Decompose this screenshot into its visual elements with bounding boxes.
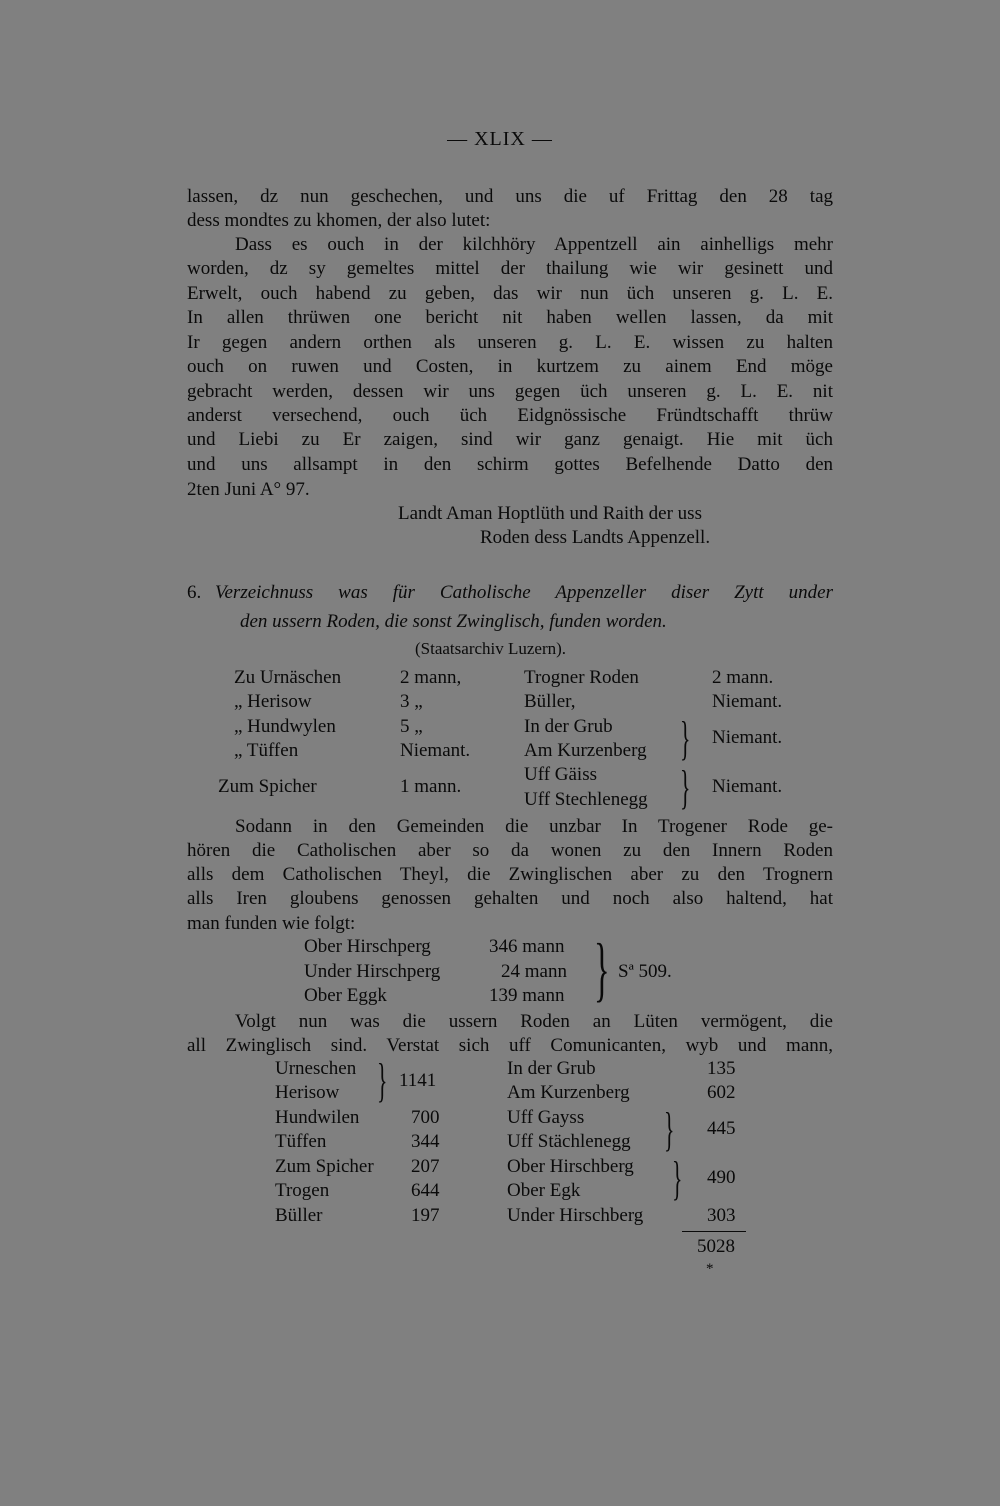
table-cell: Zum Spicher bbox=[218, 776, 317, 797]
page-header: — XLIX — bbox=[447, 128, 553, 150]
table-cell: Trogen bbox=[275, 1180, 330, 1201]
table-cell: 197 bbox=[411, 1205, 440, 1226]
table-cell: „ Hundwylen bbox=[234, 716, 336, 737]
table-cell: Niemant. bbox=[712, 691, 783, 712]
text-line: lassen, dz nun geschechen, und uns die uf Frittag den 28 tag bbox=[187, 186, 833, 207]
table-cell: Uff Stechlenegg bbox=[524, 789, 648, 810]
text-line: gebracht werden, dessen wir uns gegen üch unseren g. L. E. nit bbox=[187, 381, 833, 402]
table-cell: 5 „ bbox=[400, 716, 423, 737]
brace-icon: } bbox=[680, 761, 691, 814]
text-line: Ir gegen andern orthen als unseren g. L. E. wissen zu halten bbox=[187, 332, 833, 353]
table-cell: 1141 bbox=[399, 1070, 437, 1091]
table-cell: 490 bbox=[707, 1167, 736, 1188]
table-cell: Niemant. bbox=[400, 740, 471, 761]
text-line: worden, dz sy gemeltes mittel der thailung wie wir gesinett und bbox=[187, 258, 833, 279]
list-item: Ober Eggk bbox=[304, 985, 387, 1006]
source-note: (Staatsarchiv Luzern). bbox=[415, 639, 567, 658]
text-line: all Zwinglisch sind. Verstat sich uff Comunicanten, wyb und mann, bbox=[187, 1035, 833, 1056]
table-cell: 2 mann, bbox=[400, 667, 462, 688]
total-value: 5028 bbox=[697, 1236, 735, 1257]
list-item: Under Hirschperg bbox=[304, 961, 441, 982]
table-cell: 303 bbox=[707, 1205, 736, 1226]
table-cell: Zum Spicher bbox=[275, 1156, 374, 1177]
table-cell: 602 bbox=[707, 1082, 736, 1103]
list-item: 139 mann bbox=[489, 985, 565, 1006]
table-cell: Trogner Roden bbox=[524, 667, 639, 688]
text-line: In allen thrüwen one bericht nit haben wellen lassen, da mit bbox=[187, 307, 833, 328]
text-line: und uns allsampt in den schirm gottes Befelhende Datto den bbox=[187, 454, 833, 475]
text-line: dess mondtes zu khomen, der also lutet: bbox=[187, 210, 491, 231]
table-cell: Am Kurzenberg bbox=[507, 1082, 630, 1103]
table-cell: Niemant. bbox=[712, 727, 783, 748]
table-cell: In der Grub bbox=[524, 716, 613, 737]
table-cell: Am Kurzenberg bbox=[524, 740, 647, 761]
list-item: 346 mann bbox=[489, 936, 565, 957]
section-title: den ussern Roden, die sonst Zwinglisch, funden worden. bbox=[240, 611, 667, 632]
sum-rule bbox=[682, 1231, 746, 1232]
text-line: 2ten Juni A° 97. bbox=[187, 479, 310, 500]
table-cell: 1 mann. bbox=[400, 776, 462, 797]
table-cell: In der Grub bbox=[507, 1058, 596, 1079]
text-line: Erwelt, ouch habend zu geben, das wir nun üch unseren g. L. E. bbox=[187, 283, 833, 304]
text-line: hören die Catholischen aber so da wonen zu den Innern Roden bbox=[187, 840, 833, 861]
brace-icon: } bbox=[680, 712, 691, 765]
table-cell: 700 bbox=[411, 1107, 440, 1128]
table-cell: 3 „ bbox=[400, 691, 423, 712]
table-cell: Under Hirschberg bbox=[507, 1205, 644, 1226]
table-cell: Büller, bbox=[524, 691, 576, 712]
text-line: Volgt nun was die ussern Roden an Lüten vermögent, die bbox=[235, 1011, 833, 1032]
table-cell: 445 bbox=[707, 1118, 736, 1139]
text-line: ouch on ruwen und Costen, in kurtzem zu ainem End möge bbox=[187, 356, 833, 377]
text-line: alls dem Catholischen Theyl, die Zwinglischen aber zu den Trognern bbox=[187, 864, 833, 885]
table-cell: Uff Gayss bbox=[507, 1107, 585, 1128]
table-cell: Uff Stächlenegg bbox=[507, 1131, 631, 1152]
sum-label: Sª 509. bbox=[618, 961, 672, 982]
table-cell: Ober Egk bbox=[507, 1180, 581, 1201]
table-cell: „ Herisow bbox=[234, 691, 312, 712]
table-cell: Ober Hirschberg bbox=[507, 1156, 634, 1177]
section-number: 6. bbox=[187, 582, 202, 603]
list-item: 24 mann bbox=[501, 961, 567, 982]
signature-line: Landt Aman Hoptlüth und Raith der uss bbox=[398, 503, 702, 524]
brace-icon: } bbox=[377, 1054, 388, 1107]
brace-icon: } bbox=[672, 1152, 683, 1205]
list-item: Ober Hirschperg bbox=[304, 936, 431, 957]
table-cell: 207 bbox=[411, 1156, 440, 1177]
text-line: anderst versechend, ouch üch Eidgnössische Fründtschafft thrüw bbox=[187, 405, 833, 426]
text-line: und Liebi zu Er zaigen, sind wir ganz genaigt. Hie mit üch bbox=[187, 429, 833, 450]
table-cell: „ Tüffen bbox=[234, 740, 299, 761]
table-cell: 344 bbox=[411, 1131, 440, 1152]
text-line: alls Iren gloubens genossen gehalten und noch also haltend, hat bbox=[187, 888, 833, 909]
table-cell: Tüffen bbox=[275, 1131, 327, 1152]
table-cell: 2 mann. bbox=[712, 667, 774, 688]
table-cell: Herisow bbox=[275, 1082, 340, 1103]
section-title: Verzeichnuss was für Catholische Appenzeller diser Zytt under bbox=[215, 582, 833, 603]
table-cell: Niemant. bbox=[712, 776, 783, 797]
table-cell: Urneschen bbox=[275, 1058, 357, 1079]
table-cell: Hundwilen bbox=[275, 1107, 360, 1128]
asterisk-mark: * bbox=[706, 1261, 714, 1277]
signature-line: Roden dess Landts Appenzell. bbox=[480, 527, 711, 548]
text-line: Dass es ouch in der kilchhöry Appentzell ain ainhelligs mehr bbox=[235, 234, 833, 255]
table-cell: Uff Gäiss bbox=[524, 764, 598, 785]
table-cell: 135 bbox=[707, 1058, 736, 1079]
text-line: man funden wie folgt: bbox=[187, 913, 356, 934]
brace-icon: } bbox=[664, 1103, 675, 1156]
table-cell: Zu Urnäschen bbox=[234, 667, 342, 688]
text-line: Sodann in den Gemeinden die unzbar In Trogener Rode ge- bbox=[235, 816, 833, 837]
table-cell: Büller bbox=[275, 1205, 323, 1226]
table-cell: 644 bbox=[411, 1180, 440, 1201]
brace-icon: } bbox=[594, 929, 610, 1009]
